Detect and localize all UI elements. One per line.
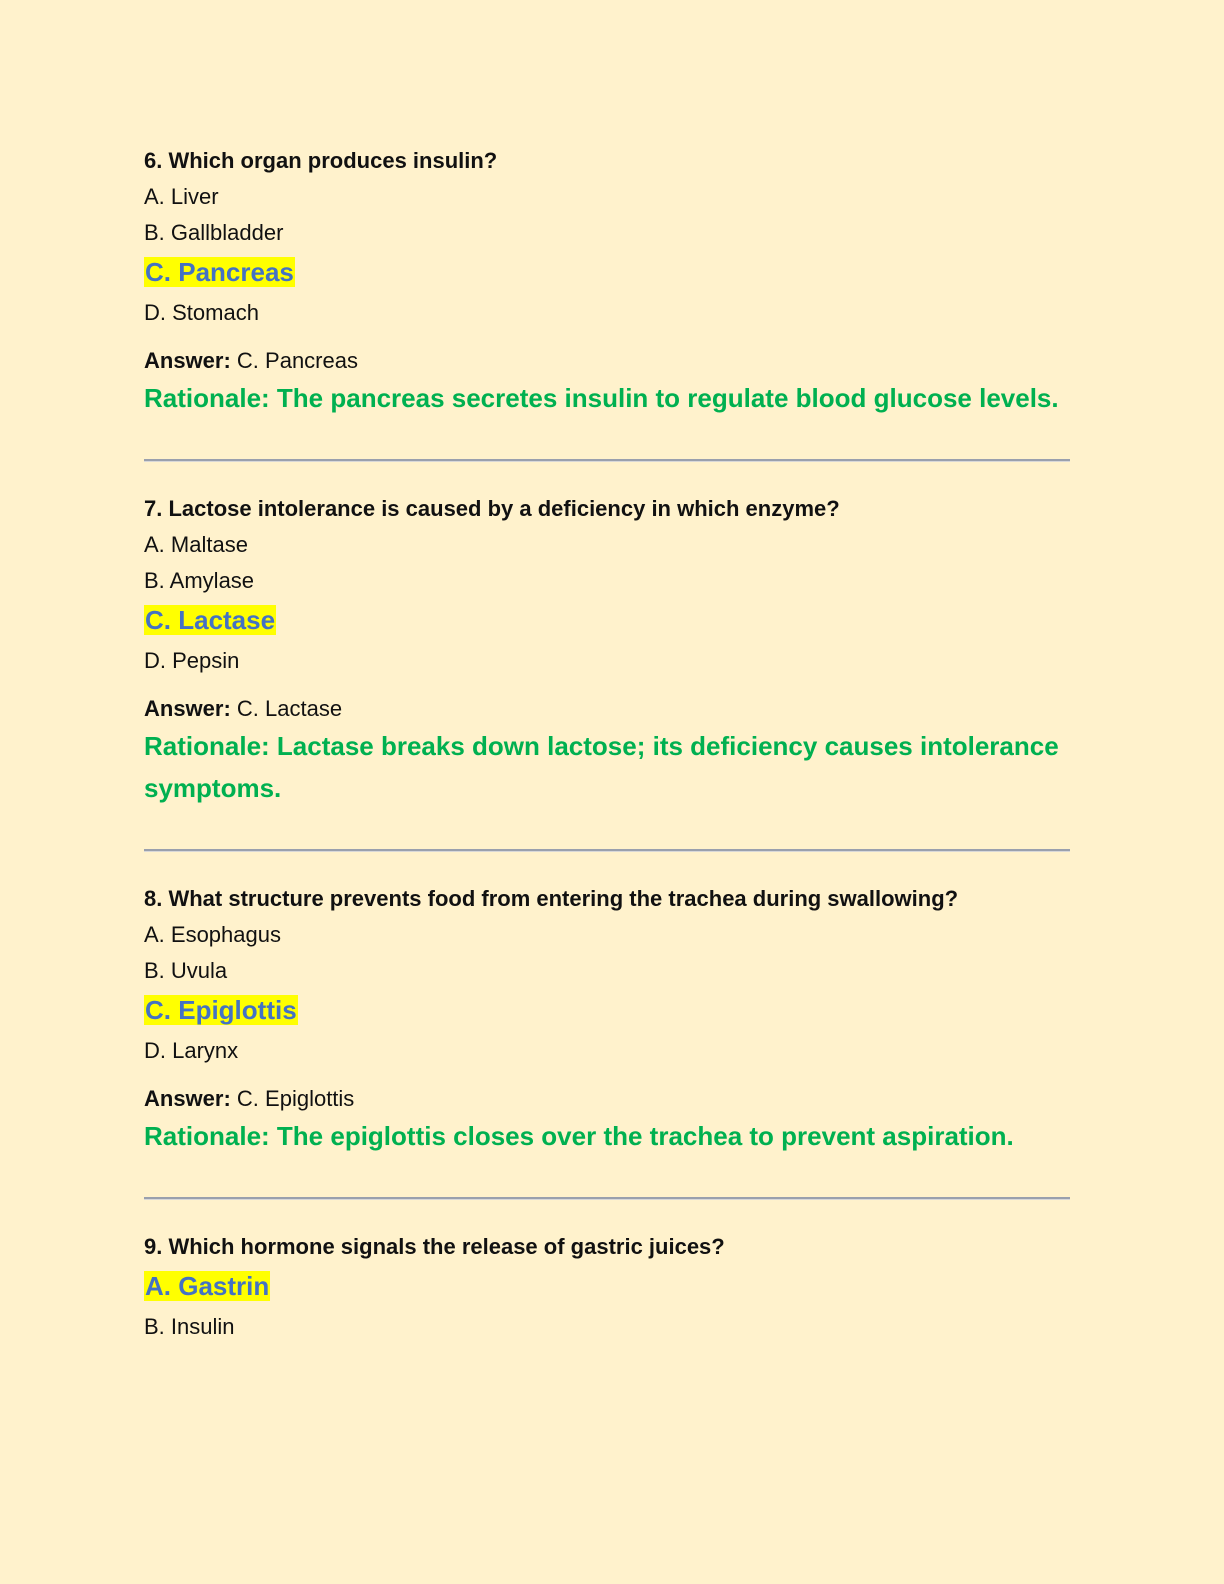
answer-value: C. Pancreas — [236, 348, 358, 373]
quiz-page — [144, 142, 1080, 1345]
answer-line — [144, 345, 1080, 377]
rationale: Rationale: The pancreas secretes insulin to regulate blood glucose levels. — [144, 383, 1059, 413]
option-b: B. Amylase — [144, 568, 255, 593]
answer-value: C. Lactase — [236, 696, 343, 721]
option-d: D. Larynx — [144, 1038, 239, 1063]
rationale: Rationale: Lactase breaks down lactose; its deficiency causes intolerance symptoms. — [144, 731, 1059, 803]
option-b: B. Uvula — [144, 958, 228, 983]
correct-option-highlight: C. Lactase — [145, 605, 276, 635]
divider — [144, 459, 1070, 462]
option-c-correct — [144, 251, 1080, 295]
divider — [144, 849, 1070, 852]
answer-line — [144, 1083, 1080, 1115]
option-b: B. Gallbladder — [144, 220, 284, 245]
rationale: Rationale: The epiglottis closes over the trachea to prevent aspiration. — [144, 1121, 1014, 1151]
answer-value: C. Epiglottis — [236, 1086, 355, 1111]
option-a-correct — [144, 1265, 1080, 1309]
option-a: A. Maltase — [144, 532, 248, 557]
option-c-correct — [144, 989, 1080, 1033]
question-7 — [144, 490, 1080, 809]
question-8 — [144, 880, 1080, 1157]
option-d: D. Stomach — [144, 300, 259, 325]
question-title: 8. What structure prevents food from entering the trachea during swallowing? — [144, 886, 959, 911]
option-d: D. Pepsin — [144, 648, 240, 673]
question-title: 6. Which organ produces insulin? — [144, 148, 498, 173]
answer-label: Answer: — [144, 1086, 231, 1111]
answer-label: Answer: — [144, 696, 231, 721]
question-title: 7. Lactose intolerance is caused by a deficiency in which enzyme? — [144, 496, 840, 521]
answer-label: Answer: — [144, 348, 231, 373]
option-a: A. Liver — [144, 184, 219, 209]
option-b: B. Insulin — [144, 1314, 235, 1339]
option-c-correct — [144, 599, 1080, 643]
correct-option-highlight: C. Epiglottis — [145, 995, 297, 1025]
divider — [144, 1197, 1070, 1200]
correct-option-highlight: A. Gastrin — [145, 1271, 270, 1301]
question-title: 9. Which hormone signals the release of gastric juices? — [144, 1234, 725, 1259]
option-a: A. Esophagus — [144, 922, 281, 947]
question-6 — [144, 142, 1080, 419]
correct-option-highlight: C. Pancreas — [145, 257, 294, 287]
answer-line — [144, 693, 1080, 725]
question-9 — [144, 1228, 1080, 1345]
